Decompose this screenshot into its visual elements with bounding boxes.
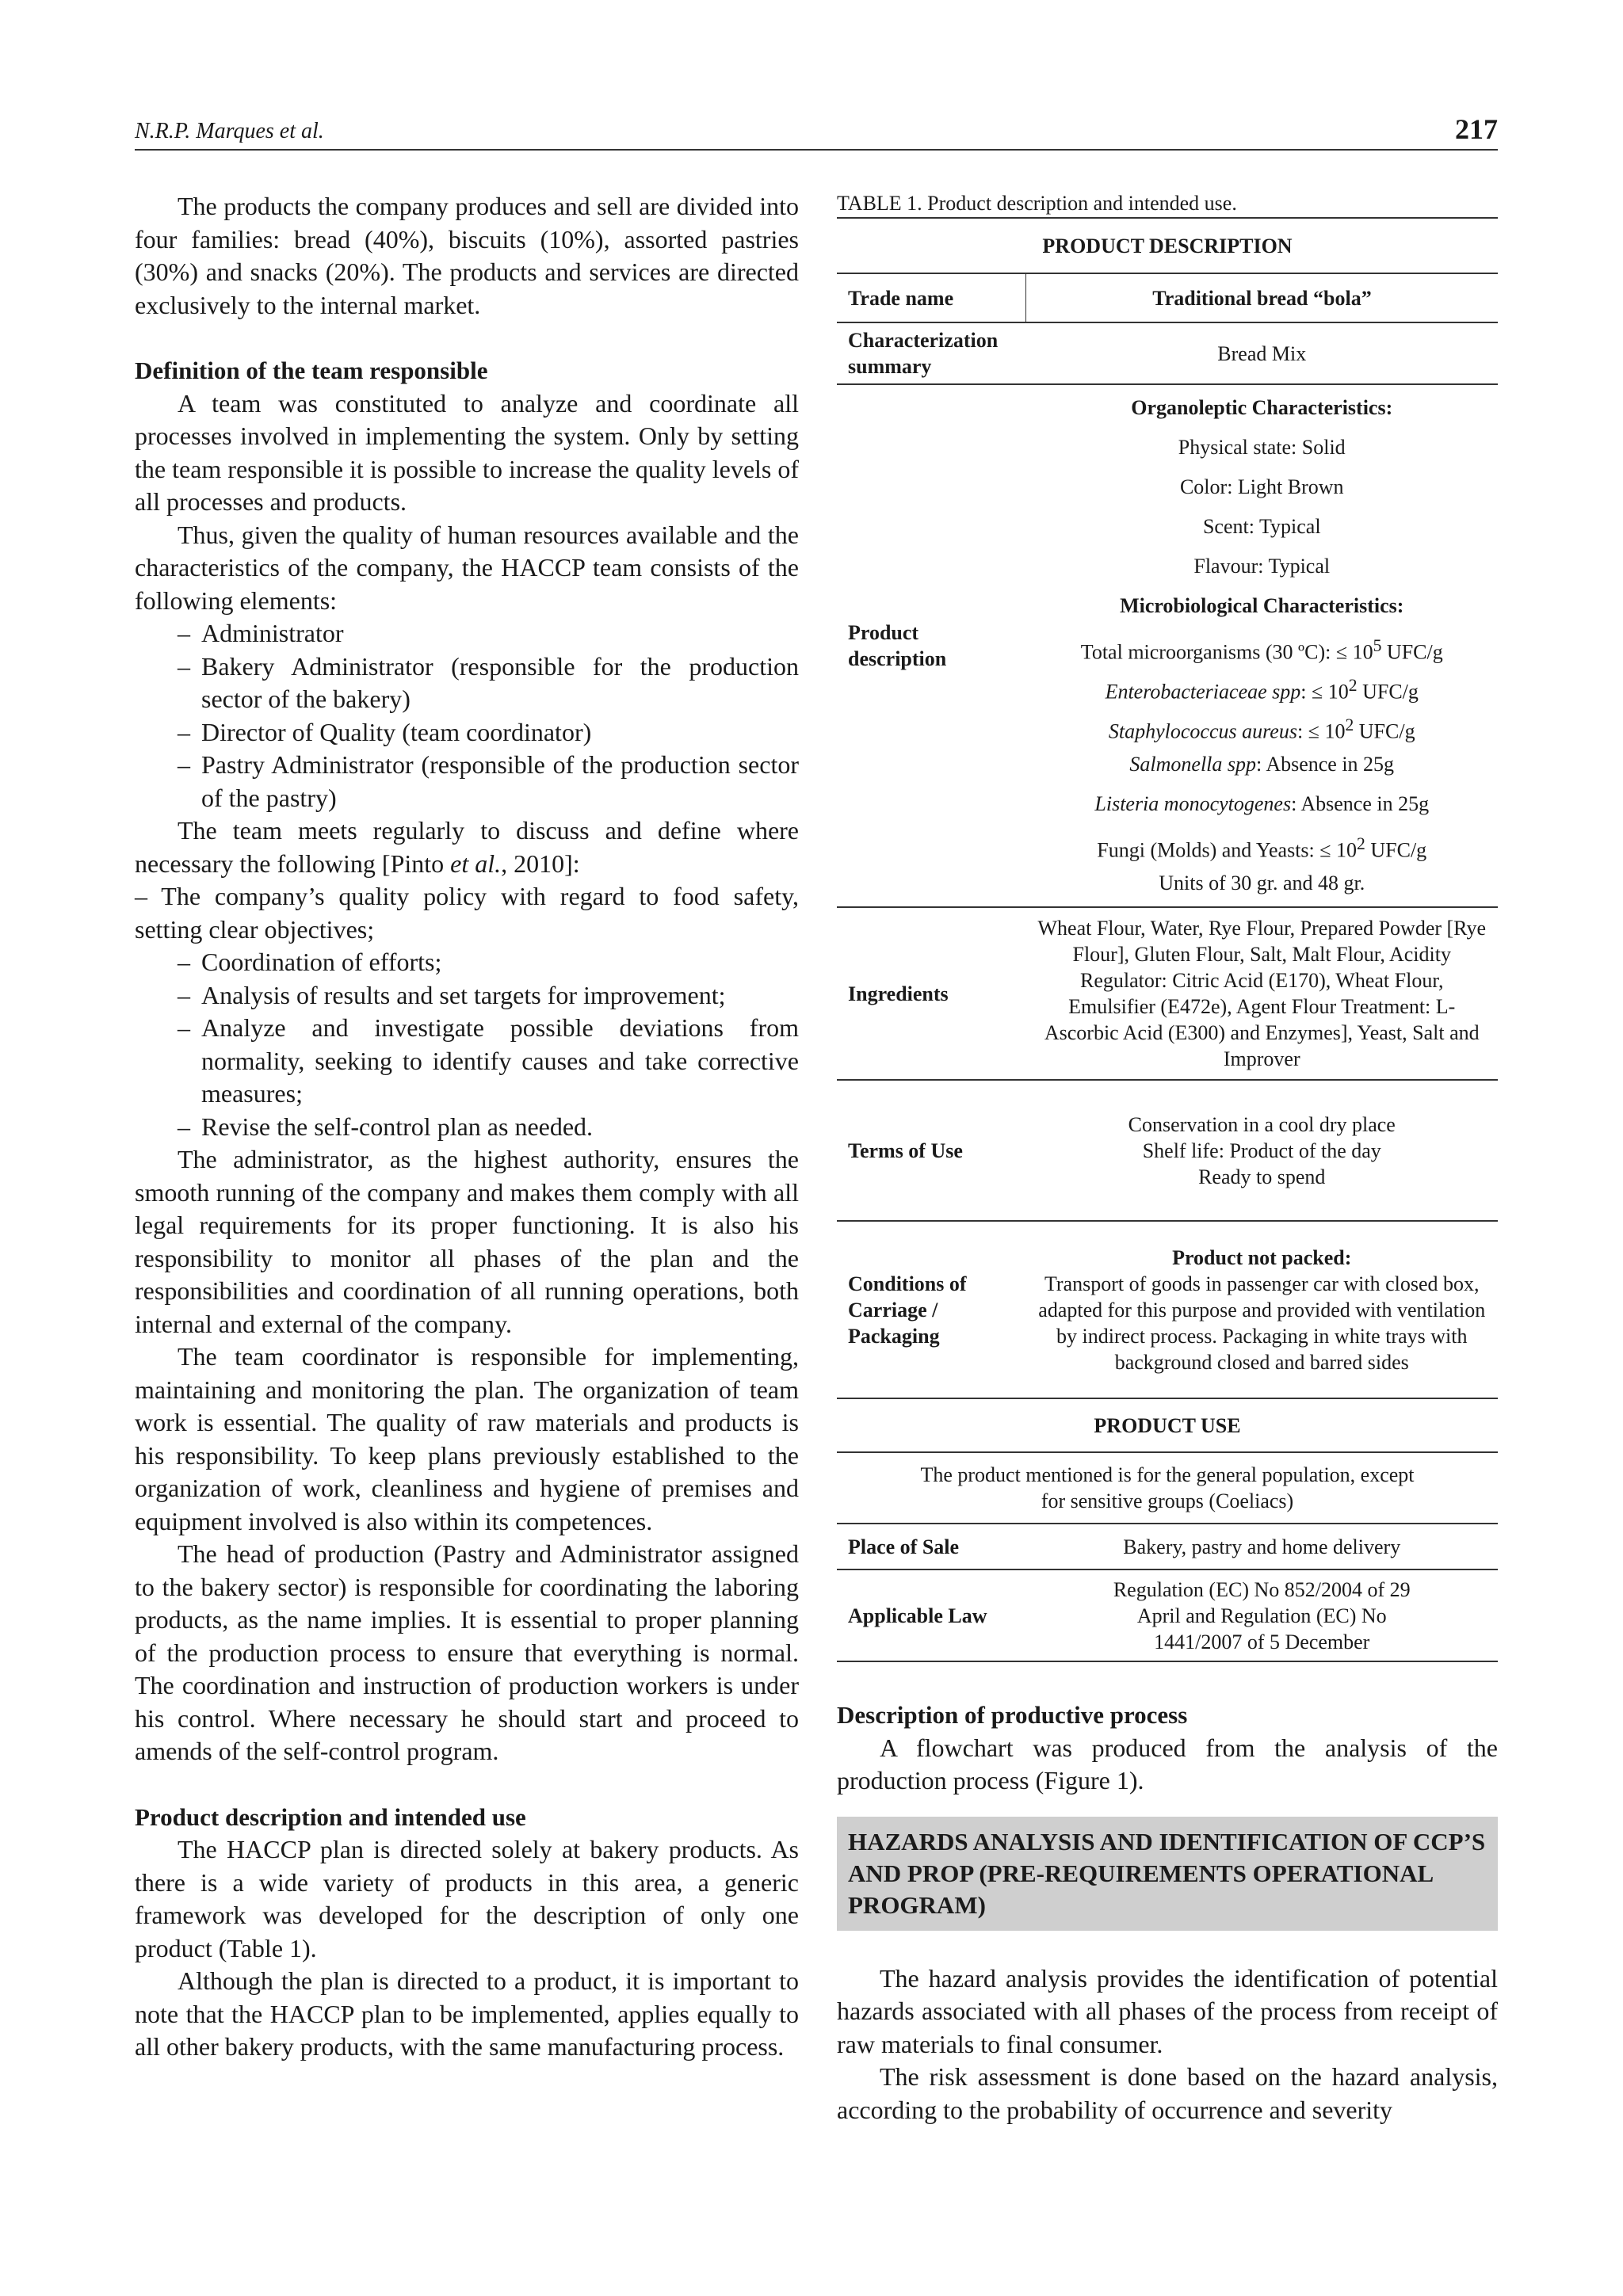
- microbiological-title: Microbiological Characteristics:: [1120, 594, 1404, 617]
- paragraph-coordinator: The team coordinator is responsible for implementing, maintaining and monitoring the plan. The organization of team work is essential. The quality of raw materials and products is his responsibility. To keep plans previously established to the organization of work, cleanliness and hygiene of premises and equipment involved is also within its competences.: [135, 1342, 799, 1535]
- units-item: Units of 30 gr. and 48 gr.: [1159, 871, 1365, 894]
- organoleptic-item: Flavour: Typical: [1193, 555, 1331, 578]
- list-item: – Bakery Administrator (responsible for the production sector of the bakery): [178, 651, 799, 713]
- value-carriage-packaging: Product not packed: Transport of goods in passenger car with closed box, adapted for this purpose and provided with ventilation by indirect process. Packaging in white trays with background closed and barred sides: [1038, 1245, 1486, 1374]
- paragraph-haccp-directed: The HACCP plan is directed solely at bakery products. As there is a wide variety of products in this area, a generic framework was developed for the description of only one product (Table 1).: [135, 1835, 799, 1962]
- table-row: [837, 384, 1498, 907]
- paragraph-flowchart: A flowchart was produced from the analysis of the production process (Figure 1).: [837, 1733, 1498, 1794]
- micro-item-salmonella: Salmonella spp: Absence in 25g: [1129, 753, 1395, 776]
- label-place-of-sale: Place of Sale: [848, 1535, 960, 1558]
- table-row: [837, 322, 1498, 384]
- organoleptic-item: Scent: Typical: [1202, 515, 1321, 538]
- table-row: [837, 1569, 1498, 1661]
- left-column: [135, 190, 799, 2064]
- running-header: [135, 111, 1498, 151]
- paragraph-team-composition: Thus, given the quality of human resources available and the characteristics of the company, the HACCP team consists of the following elements:: [135, 520, 799, 615]
- list-item: – Coordination of efforts;: [178, 948, 442, 976]
- micro-item-total: Total microorganisms (30 ºC): ≤ $10^5$ UFC/g: [1080, 636, 1443, 664]
- organoleptic-item: Color: Light Brown: [1179, 475, 1344, 498]
- value-product-description: [1026, 384, 1499, 907]
- label-characterization: Characterization summary: [848, 329, 999, 378]
- table-row: [837, 1221, 1498, 1398]
- value-trade-name: Traditional bread “bola”: [1152, 286, 1372, 310]
- section-heading-hazards: HAZARDS ANALYSIS AND IDENTIFICATION OF CCP’S AND PROP (PRE-REQUIREMENTS OPERATIONAL PROGRAM): [837, 1817, 1498, 1931]
- micro-item-enterobacteriaceae: Enterobacteriaceae spp: ≤ $10^2$ UFC/g: [1105, 676, 1419, 704]
- list-item: – Analysis of results and set targets for improvement;: [178, 980, 726, 1009]
- label-ingredients: Ingredients: [848, 982, 949, 1005]
- list-item: – Director of Quality (team coordinator): [178, 717, 592, 746]
- paragraph-haccp-applies: Although the plan is directed to a product, it is important to note that the HACCP plan to be implemented, applies equally to all other bakery products, with the same manufacturing process.: [135, 1966, 799, 2061]
- table-row: [837, 1452, 1498, 1524]
- value-applicable-law: Regulation (EC) No 852/2004 of 29 April and Regulation (EC) No 1441/2007 of 5 December: [1113, 1577, 1411, 1653]
- paragraph-administrator: The administrator, as the highest authority, ensures the smooth running of the company and makes them comply with all legal requirements for its proper functioning. It is also his responsibility to monitor all phases of the plan and the responsibilities and coordination of all running operations, both internal and external of the company.: [135, 1145, 799, 1338]
- section-product-use: PRODUCT USE: [1094, 1413, 1241, 1437]
- value-product-use: The product mentioned is for the general population, except for sensitive groups (Coeliacs): [920, 1463, 1415, 1512]
- heading-team-responsible: Definition of the team responsible: [135, 357, 488, 384]
- list-item: – Revise the self-control plan as needed.: [178, 1112, 594, 1141]
- header-authors: N.R.P. Marques et al.: [135, 119, 324, 143]
- paragraph-team: A team was constituted to analyze and coordinate all processes involved in implementing the system. Only by setting the team responsible it is possible to increase the quality levels of all processes and products.: [135, 388, 800, 516]
- heading-product-description: Product description and intended use: [135, 1802, 526, 1831]
- value-ingredients: Wheat Flour, Water, Rye Flour, Prepared Powder [Rye Flour], Gluten Flour, Salt, Malt Flour, Acidity Regulator: Citric Acid (E170), Wheat Flour, Emulsifier (E472e), Agent Flour Treatment: L-Ascorbic Acid (E300) and Enzymes], Yeast, Salt and Improver: [1037, 917, 1487, 1070]
- table-row: [837, 907, 1498, 1080]
- table-row: [837, 273, 1498, 322]
- label-applicable-law: Applicable Law: [848, 1604, 987, 1627]
- paragraph-risk-assessment: The risk assessment is done based on the hazard analysis, according to the probability of occurrence and severity: [837, 2062, 1498, 2124]
- table-row: [837, 1080, 1498, 1221]
- table-caption: TABLE 1. Product description and intended use.: [837, 192, 1237, 215]
- paragraph-product-families: The products the company produces and sell are divided into four families: bread (40%), biscuits (10%), assorted pastries (30%) and snacks (20%). The products and services are directed exclusively to the internal market.: [135, 192, 799, 319]
- section-product-description: PRODUCT DESCRIPTION: [1042, 234, 1293, 257]
- product-table: [837, 217, 1498, 1662]
- label-carriage-packaging: Conditions of Carriage / Packaging: [848, 1272, 967, 1348]
- micro-item-listeria: Listeria monocytogenes: Absence in 25g: [1094, 792, 1430, 815]
- table-row: [837, 1524, 1498, 1569]
- label-product-description: Product description: [848, 621, 947, 670]
- micro-item-fungi: Fungi (Molds) and Yeasts: ≤ $10^2$ UFC/g: [1097, 834, 1427, 862]
- page-number: 217: [1455, 113, 1498, 145]
- value-terms-of-use: Conservation in a cool dry place Shelf life: Product of the day Ready to spend: [1128, 1112, 1396, 1188]
- list-item: – Pastry Administrator (responsible of the production sector of the pastry): [178, 750, 799, 812]
- right-column: [837, 190, 1498, 2126]
- paragraph-hazard-analysis: The hazard analysis provides the identification of potential hazards associated with all phases of the process from receipt of raw materials to final consumer.: [837, 1963, 1498, 2058]
- list-item: – Administrator: [178, 619, 344, 647]
- paragraph-quality-policy: – The company’s quality policy with regard to food safety, setting clear objectives;: [135, 882, 799, 944]
- organoleptic-item: Physical state: Solid: [1178, 436, 1346, 459]
- paragraph-team-meets: The team meets regularly to discuss and define where necessary the following [Pinto et al., 2010]:: [135, 816, 799, 878]
- heading-productive-process: Description of productive process: [837, 1701, 1188, 1729]
- label-trade-name: Trade name: [837, 273, 1026, 322]
- value-place-of-sale: Bakery, pastry and home delivery: [1123, 1535, 1401, 1558]
- list-item: – Analyze and investigate possible deviations from normality, seeking to identify causes and take corrective measures;: [178, 1013, 799, 1108]
- organoleptic-title: Organoleptic Characteristics:: [1131, 396, 1393, 419]
- table-row: [837, 218, 1498, 273]
- label-terms-of-use: Terms of Use: [848, 1138, 963, 1162]
- value-characterization: Bread Mix: [1217, 341, 1307, 365]
- paragraph-head-of-production: The head of production (Pastry and Administrator assigned to the bakery sector) is responsible for coordinating the laboring products, as the name implies. It is essential to proper planning of the production process to ensure that everything is normal. The coordination and instruction of production workers is under his control. Where necessary he should start and proceed to amends of the self-control program.: [135, 1539, 799, 1765]
- micro-item-staphylococcus: Staphylococcus aureus: ≤ $10^2$ UFC/g: [1108, 715, 1415, 743]
- table-row: [837, 1398, 1498, 1452]
